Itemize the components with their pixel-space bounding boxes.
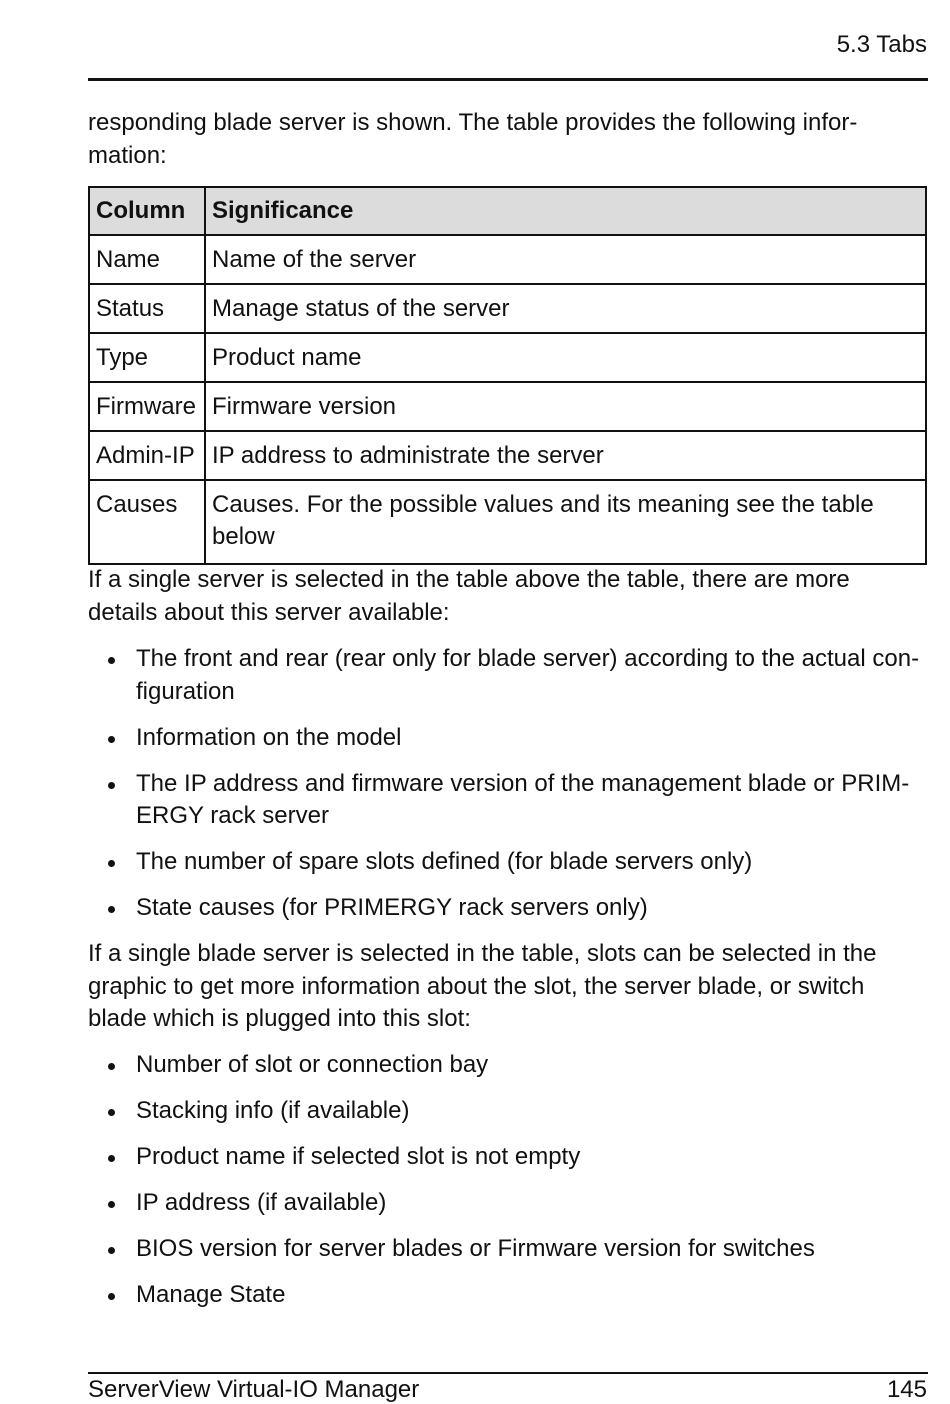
- footer-rule: [88, 1372, 928, 1374]
- table-cell-significance: Product name: [205, 333, 926, 382]
- bullet-icon: [108, 1063, 115, 1070]
- page-number: 145: [886, 1376, 927, 1403]
- server-details-list: [88, 643, 928, 938]
- list-item: [88, 1141, 928, 1174]
- list-item-text: Product name if selected slot is not empty: [136, 1143, 581, 1170]
- list-item: [88, 1187, 928, 1220]
- table-cell-column: Admin-IP: [89, 431, 205, 480]
- list-item-text: IP address (if available): [136, 1189, 387, 1216]
- single-blade-paragraph: If a single blade server is selected in the table, slots can be selected in the graphic to get more information about the slot, the server blade, or switch blade which is plugged into this slot:: [88, 940, 877, 1032]
- bullet-icon: [108, 1247, 115, 1254]
- table-cell-significance: Manage status of the server: [205, 284, 926, 333]
- list-item-text: Number of slot or connection bay: [136, 1051, 489, 1078]
- table-cell-column: Name: [89, 235, 205, 284]
- list-item: [88, 1095, 928, 1128]
- bullet-icon: [108, 1109, 115, 1116]
- table-row: [89, 333, 926, 382]
- footer-title: ServerView Virtual-IO Manager: [88, 1376, 420, 1403]
- table-header-significance: Significance: [205, 187, 926, 235]
- bullet-icon: [108, 906, 115, 913]
- table-row: [89, 480, 926, 564]
- list-item-text: BIOS version for server blades or Firmware version for switches: [136, 1235, 815, 1262]
- table-cell-column: Type: [89, 333, 205, 382]
- slot-details-list: [88, 1049, 928, 1325]
- bullet-icon: [108, 657, 115, 664]
- table-cell-significance: Causes. For the possible values and its meaning see the table below: [205, 480, 926, 564]
- bullet-icon: [108, 1201, 115, 1208]
- intro-paragraph: responding blade server is shown. The table provides the following infor-mation:: [88, 109, 858, 169]
- table-cell-significance: IP address to administrate the server: [205, 431, 926, 480]
- bullet-icon: [108, 1293, 115, 1300]
- table-cell-column: Status: [89, 284, 205, 333]
- table-row: [89, 235, 926, 284]
- list-item: [88, 1233, 928, 1266]
- list-item-text: Information on the model: [136, 723, 402, 751]
- bullet-icon: [108, 1155, 115, 1162]
- table-row: [89, 284, 926, 333]
- table-cell-column: Causes: [89, 480, 205, 564]
- bullet-icon: [108, 782, 115, 789]
- list-item: [88, 846, 928, 879]
- column-table: [88, 186, 927, 565]
- single-server-paragraph: If a single server is selected in the table above the table, there are more details about this server available:: [88, 566, 850, 626]
- list-item: [88, 643, 928, 708]
- list-item-text: The number of spare slots defined (for blade servers only): [136, 848, 753, 875]
- list-item: [88, 1279, 928, 1312]
- list-item: [88, 892, 928, 925]
- table-cell-column: Firmware: [89, 382, 205, 431]
- table-cell-significance: Name of the server: [205, 235, 926, 284]
- list-item-text: The IP address and firmware version of the management blade or PRIM-ERGY rack server: [136, 769, 910, 829]
- table-cell-significance: Firmware version: [205, 382, 926, 431]
- list-item: [88, 768, 928, 833]
- list-item: [88, 1049, 928, 1082]
- table-row: [89, 431, 926, 480]
- table-header-row: [89, 187, 926, 235]
- list-item-text: Stacking info (if available): [136, 1097, 410, 1124]
- running-header: 5.3 Tabs: [836, 31, 927, 58]
- list-item: [88, 722, 928, 755]
- table-header-column: Column: [89, 187, 205, 235]
- list-item-text: State causes (for PRIMERGY rack servers only): [136, 894, 648, 921]
- list-item-text: The front and rear (rear only for blade server) according to the actual con-figuration: [136, 645, 920, 705]
- list-item-text: Manage State: [136, 1281, 286, 1308]
- bullet-icon: [108, 860, 115, 867]
- table-row: [89, 382, 926, 431]
- bullet-icon: [108, 736, 115, 743]
- header-rule: [88, 78, 928, 81]
